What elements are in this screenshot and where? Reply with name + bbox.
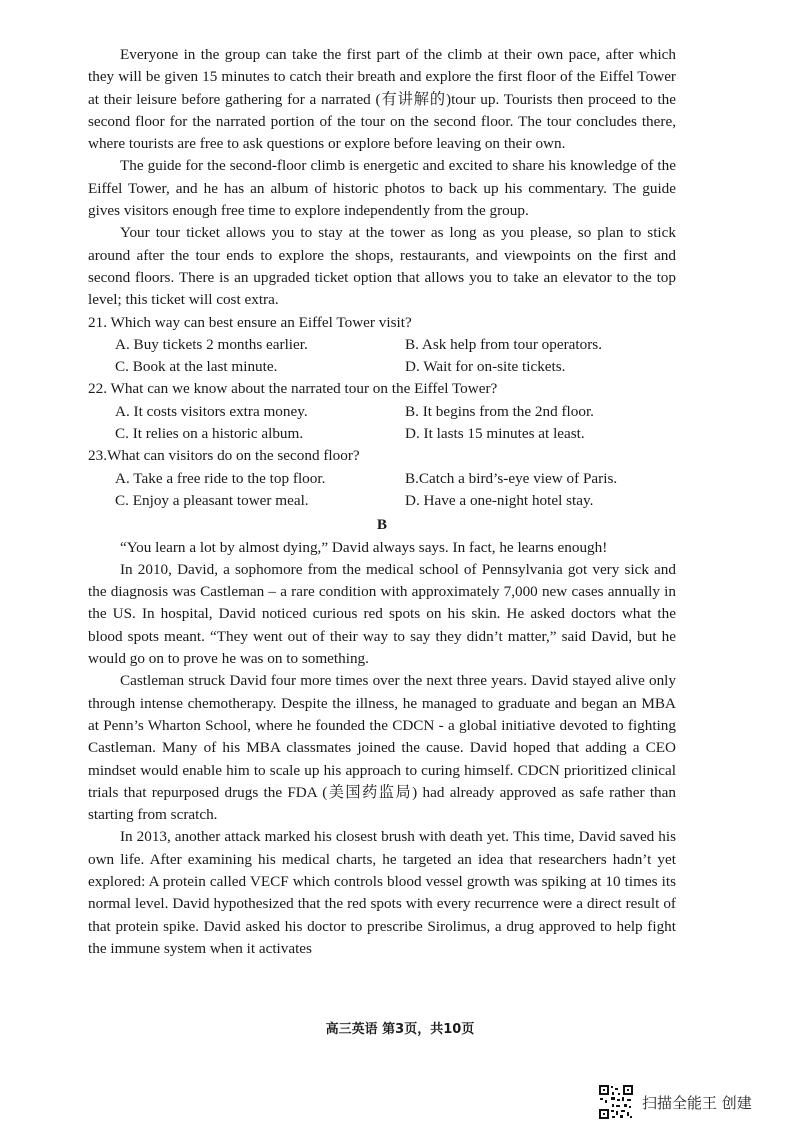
passage-a-paragraph: Your tour ticket allows you to stay at the tower as long as you please, so plan to stick around after the tour ends to explore the shops, restaurants, and viewpoints on the first and second floors. There is an upgraded ticket option that allows you to take an elevator to the top level; this ticket will cost extra.: [88, 224, 676, 309]
page-content: [88, 44, 676, 960]
scanner-watermark: [598, 1082, 752, 1122]
watermark-text: 扫描全能王 创建: [642, 1093, 752, 1112]
qr-code-icon: [598, 1084, 634, 1120]
passage-b-paragraph: Castleman struck David four more times over the next three years. David stayed alive only through intense chemotherapy. Despite the illness, he managed to graduate and began an MBA at Penn’s Wharton School, where he founded the CDCN - a global initiative devoted to fighting Castleman. Many of his MBA classmates joined the cause. David hoped that adding a CEO mindset would enable him to scale up his approach to curing himself. CDCN prioritized clinical trials that repurposed drugs the FDA (美国药监局) had already approved as safe rather than starting from scratch.: [88, 672, 676, 824]
option-b: B. Ask help from tour operators.: [405, 335, 602, 353]
question-23: [88, 445, 676, 512]
option-c: C. It relies on a historic album.: [115, 425, 304, 443]
option-d: D. Have a one-night hotel stay.: [405, 491, 594, 509]
question-stem: 22. What can we know about the narrated tour on the Eiffel Tower?: [88, 380, 498, 398]
section-b-heading: B: [376, 516, 388, 534]
option-a: A. Take a free ride to the top floor.: [115, 469, 326, 487]
question-options: [88, 468, 676, 513]
question-22: [88, 378, 676, 445]
passage-a-paragraph: The guide for the second-floor climb is energetic and excited to share his knowledge of the Eiffel Tower, and he has an album of historic photos to back up his commentary. The guide gives visitors enough free time to explore independently from the group.: [88, 157, 676, 220]
option-a: A. It costs visitors extra money.: [115, 402, 308, 420]
question-options: [88, 401, 676, 446]
passage-b-paragraph: In 2010, David, a sophomore from the medical school of Pennsylvania got very sick and the diagnosis was Castleman – a rare condition with approximately 7,000 new cases annually in the US. In hospital, David noticed curious red spots on his skin. He asked doctors what the blood spots meant. “They went out of their way to say they didn’t matter,” said David, but he would go on to prove he was on to something.: [88, 560, 676, 668]
option-c: C. Book at the last minute.: [115, 358, 278, 376]
question-stem: 23.What can visitors do on the second floor?: [88, 447, 360, 465]
passage-a-paragraph: Everyone in the group can take the first part of the climb at their own pace, after which they will be given 15 minutes to catch their breath and explore the first floor of the Eiffel Tower at their leisure before gathering for a narrated (有讲解的)tour up. Tourists then proceed to the second floor for the narrated portion of the tour on the second floor. The tour concludes there, where tourists are free to ask questions or explore before leaving on their own.: [88, 46, 676, 153]
option-d: D. It lasts 15 minutes at least.: [405, 425, 585, 443]
passage-b-paragraph: “You learn a lot by almost dying,” David always says. In fact, he learns enough!: [120, 538, 608, 556]
option-c: C. Enjoy a pleasant tower meal.: [115, 491, 309, 509]
option-d: D. Wait for on-site tickets.: [405, 358, 566, 376]
option-b: B. It begins from the 2nd floor.: [405, 402, 594, 420]
option-a: A. Buy tickets 2 months earlier.: [115, 335, 308, 353]
question-stem: 21. Which way can best ensure an Eiffel Tower visit?: [88, 313, 412, 331]
passage-b-paragraph: In 2013, another attack marked his closest brush with death yet. This time, David saved his own life. After examining his medical charts, he targeted an idea that researchers hadn’t yet explored: A protein called VECF which controls blood vessel growth was spiking at 10 times its normal level. David hypothesized that the red spots with every recurrence were a direct result of that protein spike. David asked his doctor to prescribe Sirolimus, a drug approved to help fight the immune system when it activates: [88, 828, 676, 957]
question-21: [88, 312, 676, 379]
page-footer: 高三英语 第3页，共10页: [325, 1022, 475, 1037]
option-b: B.Catch a bird’s-eye view of Paris.: [405, 469, 618, 487]
question-options: [88, 334, 676, 379]
